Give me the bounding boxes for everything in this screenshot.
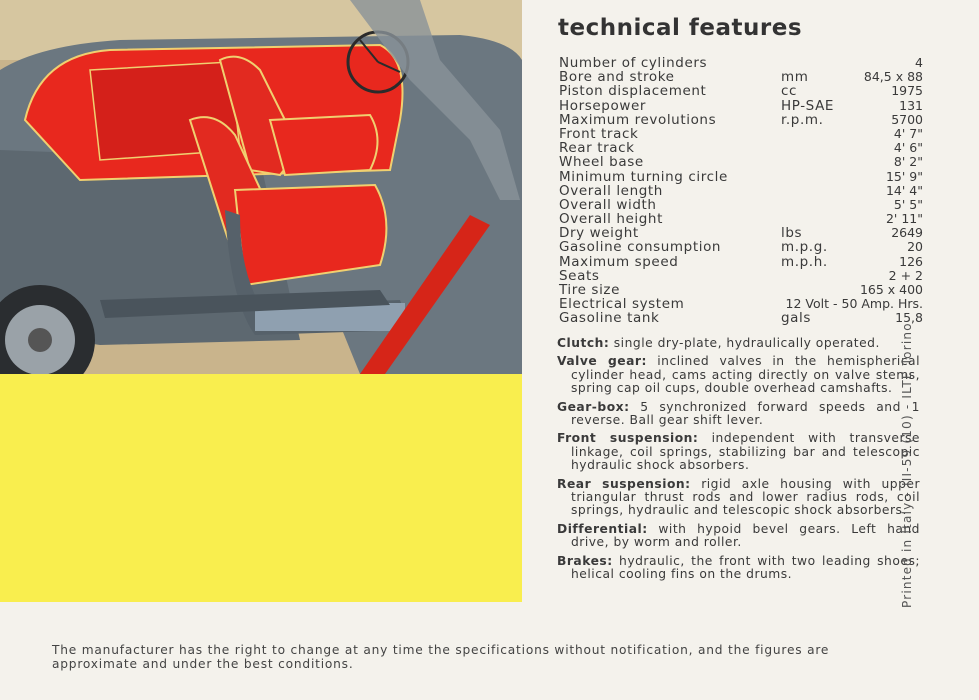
note-text: with hypoid bevel gears. Left hand drive, by worm and roller. bbox=[571, 521, 920, 550]
spec-value: 4' 7" bbox=[893, 125, 923, 141]
note-differential bbox=[557, 523, 920, 550]
spec-row bbox=[559, 311, 923, 325]
spec-row bbox=[559, 56, 923, 70]
note-text: inclined valves in the hemispherical cylinder head, cams acting directly on valve stems, spring cap oil cups, double overhead camshafts. bbox=[571, 354, 920, 396]
spec-value: 2' 11" bbox=[885, 211, 923, 227]
note-label: Valve gear: bbox=[557, 354, 647, 369]
yellow-panel bbox=[0, 374, 522, 602]
note-text: single dry-plate, hydraulically operated. bbox=[613, 336, 880, 350]
spec-row bbox=[559, 269, 923, 283]
page-title: technical features bbox=[558, 15, 803, 41]
spec-table bbox=[559, 56, 923, 326]
note-label: Differential: bbox=[557, 521, 648, 536]
spec-label: Maximum speed bbox=[559, 253, 679, 270]
spec-label: Seats bbox=[559, 267, 600, 284]
spec-row bbox=[559, 170, 923, 184]
spec-unit: gals bbox=[781, 310, 812, 327]
spec-row bbox=[559, 70, 923, 84]
spec-value: 12 Volt - 50 Amp. Hrs. bbox=[785, 296, 923, 312]
note-text: hydraulic, the front with two leading shoes; helical cooling fins on the drums. bbox=[571, 553, 920, 582]
note-label: Rear suspension: bbox=[557, 476, 691, 491]
spec-value: 131 bbox=[899, 97, 923, 113]
note-clutch bbox=[557, 337, 920, 350]
spec-row bbox=[559, 84, 923, 98]
note-valve-gear bbox=[557, 355, 920, 395]
spec-row bbox=[559, 198, 923, 212]
spec-unit: cc bbox=[781, 83, 798, 100]
spec-value: 15,8 bbox=[895, 310, 923, 326]
spec-row bbox=[559, 283, 923, 297]
spec-row bbox=[559, 226, 923, 240]
disclaimer: The manufacturer has the right to change at any time the specifications without notification, and the figures are approximate and under the best conditions. bbox=[52, 643, 830, 671]
spec-value: 4' 6" bbox=[893, 140, 923, 156]
spec-row bbox=[559, 99, 923, 113]
spec-value: 8' 2" bbox=[893, 154, 923, 170]
spec-value: 2649 bbox=[891, 225, 923, 241]
spec-value: 5700 bbox=[891, 111, 923, 127]
spec-label: Rear track bbox=[559, 140, 635, 157]
spec-row bbox=[559, 113, 923, 127]
spec-value: 126 bbox=[899, 253, 923, 269]
spec-unit: m.p.h. bbox=[781, 253, 828, 270]
spec-value: 4 bbox=[915, 55, 923, 70]
note-label: Clutch: bbox=[557, 336, 610, 350]
spec-value: 20 bbox=[907, 239, 923, 255]
spec-value: 1975 bbox=[891, 83, 923, 99]
spec-label: Tire size bbox=[559, 282, 621, 298]
spec-value: 14' 4" bbox=[885, 182, 923, 198]
spec-row bbox=[559, 240, 923, 254]
feature-notes bbox=[557, 337, 920, 587]
spec-value: 15' 9" bbox=[885, 168, 923, 184]
spec-value: 84,5 x 88 bbox=[863, 69, 923, 85]
note-label: Gear-box: bbox=[557, 399, 630, 414]
spec-row bbox=[559, 255, 923, 269]
spec-label: Dry weight bbox=[559, 225, 639, 242]
spec-label: Overall length bbox=[559, 182, 663, 199]
spec-unit: lbs bbox=[781, 225, 803, 242]
note-text: 5 synchronized forward speeds and 1 reverse. Ball gear shift lever. bbox=[571, 399, 920, 428]
note-text: independent with transverse linkage, coil springs, stabilizing bar and telescopic hydraulic shock absorbers. bbox=[571, 431, 920, 473]
spec-label: Electrical system bbox=[559, 296, 685, 313]
spec-row bbox=[559, 212, 923, 226]
note-rear-suspension bbox=[557, 478, 920, 518]
note-text: rigid axle housing with upper triangular thrust rods and lower radius rods, coil springs, hydraulic and telescopic shock absorbers. bbox=[571, 476, 920, 518]
spec-label: Number of cylinders bbox=[559, 55, 708, 71]
spec-label: Maximum revolutions bbox=[559, 111, 717, 128]
spec-label: Minimum turning circle bbox=[559, 168, 728, 185]
spec-row bbox=[559, 155, 923, 169]
spec-row bbox=[559, 184, 923, 198]
car-interior-photo bbox=[0, 0, 522, 374]
spec-label: Front track bbox=[559, 125, 639, 142]
note-front-suspension bbox=[557, 432, 920, 472]
spec-row bbox=[559, 297, 923, 311]
note-gear-box bbox=[557, 401, 920, 428]
spec-label: Bore and stroke bbox=[559, 69, 675, 86]
spec-label: Overall width bbox=[559, 196, 657, 213]
note-label: Brakes: bbox=[557, 553, 613, 568]
printer-imprint: Printed in Italy - III-59 (10) - ILTE Torino bbox=[900, 322, 914, 608]
spec-label: Gasoline tank bbox=[559, 310, 660, 327]
note-label: Front suspension: bbox=[557, 431, 699, 446]
spec-row bbox=[559, 127, 923, 141]
spec-unit: mm bbox=[781, 69, 809, 86]
spec-row bbox=[559, 141, 923, 155]
spec-label: Piston displacement bbox=[559, 83, 707, 100]
note-brakes bbox=[557, 555, 920, 582]
spec-label: Horsepower bbox=[559, 97, 647, 114]
spec-unit: r.p.m. bbox=[781, 111, 824, 128]
spec-unit: m.p.g. bbox=[781, 239, 828, 256]
spec-value: 5' 5" bbox=[893, 196, 923, 212]
spec-value: 2 + 2 bbox=[888, 267, 923, 283]
spec-unit: HP-SAE bbox=[781, 97, 835, 114]
spec-label: Overall height bbox=[559, 211, 663, 228]
spec-value: 165 x 400 bbox=[859, 282, 923, 297]
spec-label: Wheel base bbox=[559, 154, 644, 171]
spec-label: Gasoline consumption bbox=[559, 239, 722, 256]
